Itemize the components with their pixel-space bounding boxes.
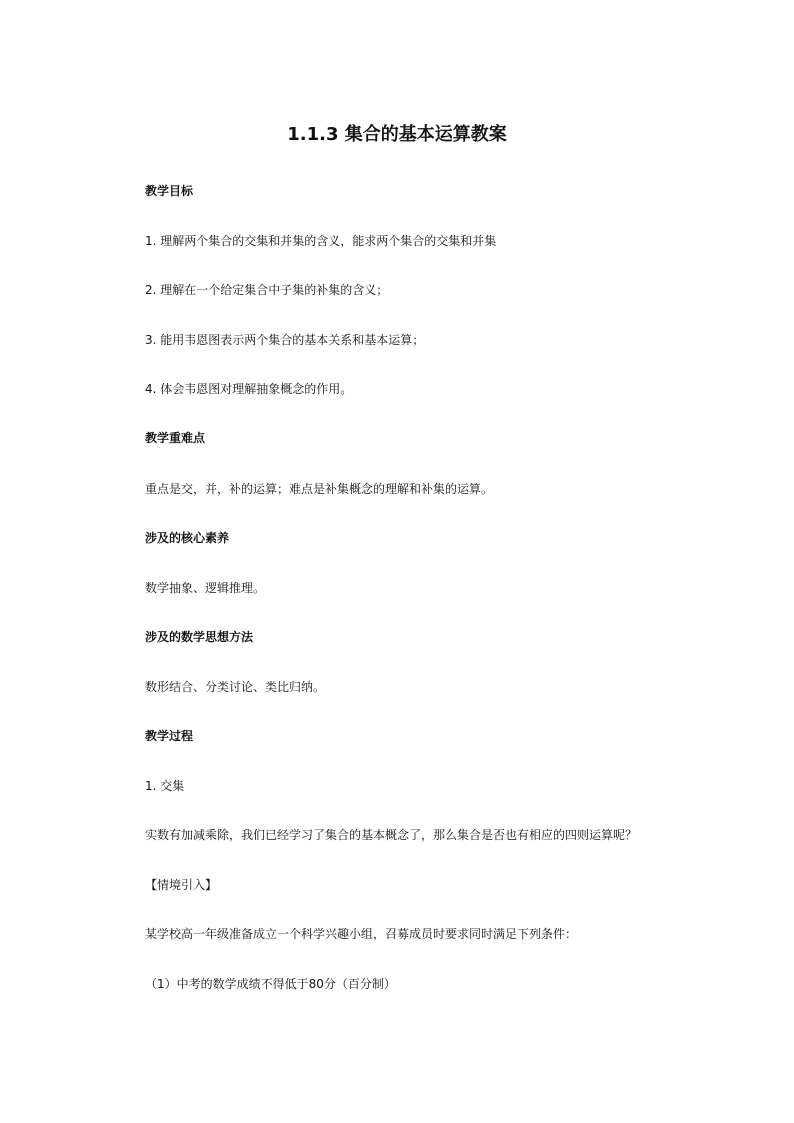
- methods-heading: 涉及的数学思想方法: [145, 630, 254, 644]
- key-points-heading: 教学重难点: [145, 431, 206, 445]
- objective-item-2: 2. 理解在一个给定集合中子集的补集的含义；: [145, 283, 389, 297]
- document-title: 1.1.3 集合的基本运算教案: [287, 124, 507, 145]
- objective-item-4: 4. 体会韦恩图对理解抽象概念的作用。: [145, 382, 353, 396]
- condition-1: （1）中考的数学成绩不得低于80分（百分制）: [145, 977, 396, 991]
- methods-text: 数形结合、分类讨论、类比归纳。: [145, 680, 326, 694]
- literacy-heading: 涉及的核心素养: [145, 531, 230, 545]
- scenario-text: 某学校高一年级准备成立一个科学兴趣小组，召募成员时要求同时满足下列条件：: [145, 927, 578, 941]
- literacy-text: 数学抽象、逻辑推理。: [145, 581, 266, 595]
- scenario-label: 【情境引入】: [145, 878, 218, 892]
- process-heading: 教学过程: [145, 729, 194, 743]
- objective-item-1: 1. 理解两个集合的交集和并集的含义，能求两个集合的交集和并集: [145, 234, 497, 248]
- objectives-heading: 教学目标: [145, 184, 194, 198]
- intro-question: 实数有加减乘除，我们已经学习了集合的基本概念了，那么集合是否也有相应的四则运算呢？: [145, 828, 638, 842]
- objective-item-3: 3. 能用韦恩图表示两个集合的基本关系和基本运算；: [145, 333, 425, 347]
- key-points-text: 重点是交，并，补的运算；难点是补集概念的理解和补集的运算。: [145, 482, 494, 496]
- process-item-intersection: 1. 交集: [145, 779, 185, 793]
